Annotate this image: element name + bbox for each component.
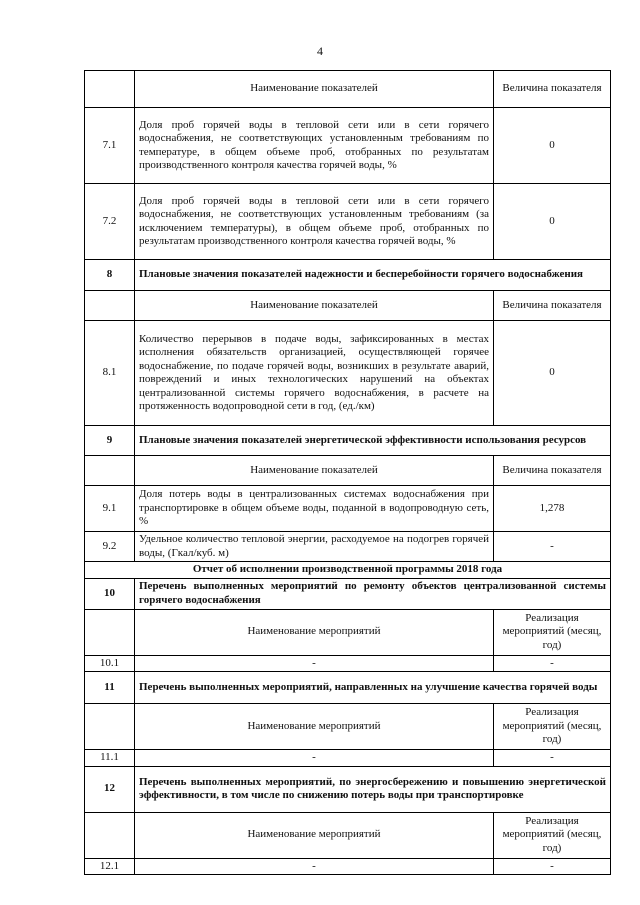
table-row-data — [85, 321, 611, 426]
table-row-header — [85, 812, 611, 858]
section-title: Плановые значения показателей энергетической эффективности использования ресурсов — [135, 426, 611, 456]
page-number: 4 — [317, 44, 323, 58]
row-number: 7.1 — [85, 108, 135, 184]
indicator-name: - — [135, 858, 494, 875]
table-row-section — [85, 766, 611, 812]
row-number-cell — [85, 456, 135, 486]
table-row-data — [85, 655, 611, 672]
indicator-value: - — [494, 858, 611, 875]
table-row-header — [85, 704, 611, 750]
row-number-cell — [85, 609, 135, 655]
table-row-section — [85, 260, 611, 291]
indicator-name: Доля потерь воды в централизованных системах водоснабжения при транспортировке в общем объеме воды, поданной в водопроводную сеть, % — [135, 486, 494, 532]
column-header-value: Величина показателя — [494, 71, 611, 108]
column-header-name: Наименование показателей — [135, 456, 494, 486]
table-row-header — [85, 609, 611, 655]
table-row-data — [85, 184, 611, 260]
column-header-value: Величина показателя — [494, 456, 611, 486]
section-number: 8 — [85, 260, 135, 291]
table-row-data — [85, 858, 611, 875]
table-row-section — [85, 578, 611, 609]
section-number: 9 — [85, 426, 135, 456]
indicator-name: Доля проб горячей воды в тепловой сети или в сети горячего водоснабжения, не соответствующих установленным требованиям по температуре, в общем объеме проб, отобранных по результатам производственного контроля качества горячей воды, % — [135, 108, 494, 184]
table-row-report — [85, 562, 611, 579]
column-header-value: Реализация мероприятий (месяц, год) — [494, 812, 611, 858]
table-row-data — [85, 750, 611, 767]
section-number: 12 — [85, 766, 135, 812]
table-row-header — [85, 456, 611, 486]
column-header-name: Наименование мероприятий — [135, 812, 494, 858]
column-header-value: Реализация мероприятий (месяц, год) — [494, 704, 611, 750]
column-header-value: Реализация мероприятий (месяц, год) — [494, 609, 611, 655]
indicator-value: 0 — [494, 321, 611, 426]
row-number: 9.1 — [85, 486, 135, 532]
row-number: 11.1 — [85, 750, 135, 767]
indicator-name: - — [135, 750, 494, 767]
column-header-name: Наименование показателей — [135, 71, 494, 108]
table-row-section — [85, 672, 611, 704]
indicator-value: - — [494, 750, 611, 767]
row-number: 12.1 — [85, 858, 135, 875]
section-number: 11 — [85, 672, 135, 704]
indicator-value: 0 — [494, 184, 611, 260]
indicator-value: - — [494, 655, 611, 672]
row-number: 8.1 — [85, 321, 135, 426]
row-number: 9.2 — [85, 532, 135, 562]
section-title: Плановые значения показателей надежности и бесперебойности горячего водоснабжения — [135, 260, 611, 291]
table-row-data — [85, 108, 611, 184]
indicator-name: Количество перерывов в подаче воды, зафиксированных в местах исполнения обязательств организацией, осуществляющей горячее водоснабжение, по подаче горячей воды, возникших в результате аварий, повреждений и иных технологических нарушений на объектах централизованной системы горячего водоснабжения, в расчете на протяженность водопроводной сети в год, (ед./км) — [135, 321, 494, 426]
section-title: Перечень выполненных мероприятий, по энергосбережению и повышению энергетической эффективности, в том числе по снижению потерь воды при транспортировке — [135, 766, 611, 812]
column-header-name: Наименование показателей — [135, 291, 494, 321]
row-number: 7.2 — [85, 184, 135, 260]
indicator-value: - — [494, 532, 611, 562]
indicators-table — [84, 70, 611, 875]
section-title: Перечень выполненных мероприятий по ремонту объектов централизованной системы горячего водоснабжения — [135, 578, 611, 609]
row-number-cell — [85, 291, 135, 321]
table-row-header — [85, 71, 611, 108]
report-heading: Отчет об исполнении производственной программы 2018 года — [85, 562, 611, 579]
row-number-cell — [85, 812, 135, 858]
table-row-data — [85, 532, 611, 562]
table-row-section — [85, 426, 611, 456]
indicator-value: 0 — [494, 108, 611, 184]
column-header-value: Величина показателя — [494, 291, 611, 321]
indicator-name: Удельное количество тепловой энергии, расходуемое на подогрев горячей воды, (Гкал/куб. м) — [135, 532, 494, 562]
row-number-cell — [85, 704, 135, 750]
row-number-cell — [85, 71, 135, 108]
indicator-name: Доля проб горячей воды в тепловой сети или в сети горячего водоснабжения, не соответствующих установленным требованиям (за исключением температуры), в общем объеме проб, отобранных по результатам производственного контроля качества горячей воды, % — [135, 184, 494, 260]
column-header-name: Наименование мероприятий — [135, 704, 494, 750]
indicator-name: - — [135, 655, 494, 672]
table-row-data — [85, 486, 611, 532]
indicator-value: 1,278 — [494, 486, 611, 532]
section-number: 10 — [85, 578, 135, 609]
column-header-name: Наименование мероприятий — [135, 609, 494, 655]
section-title: Перечень выполненных мероприятий, направленных на улучшение качества горячей воды — [135, 672, 611, 704]
table-row-header — [85, 291, 611, 321]
row-number: 10.1 — [85, 655, 135, 672]
